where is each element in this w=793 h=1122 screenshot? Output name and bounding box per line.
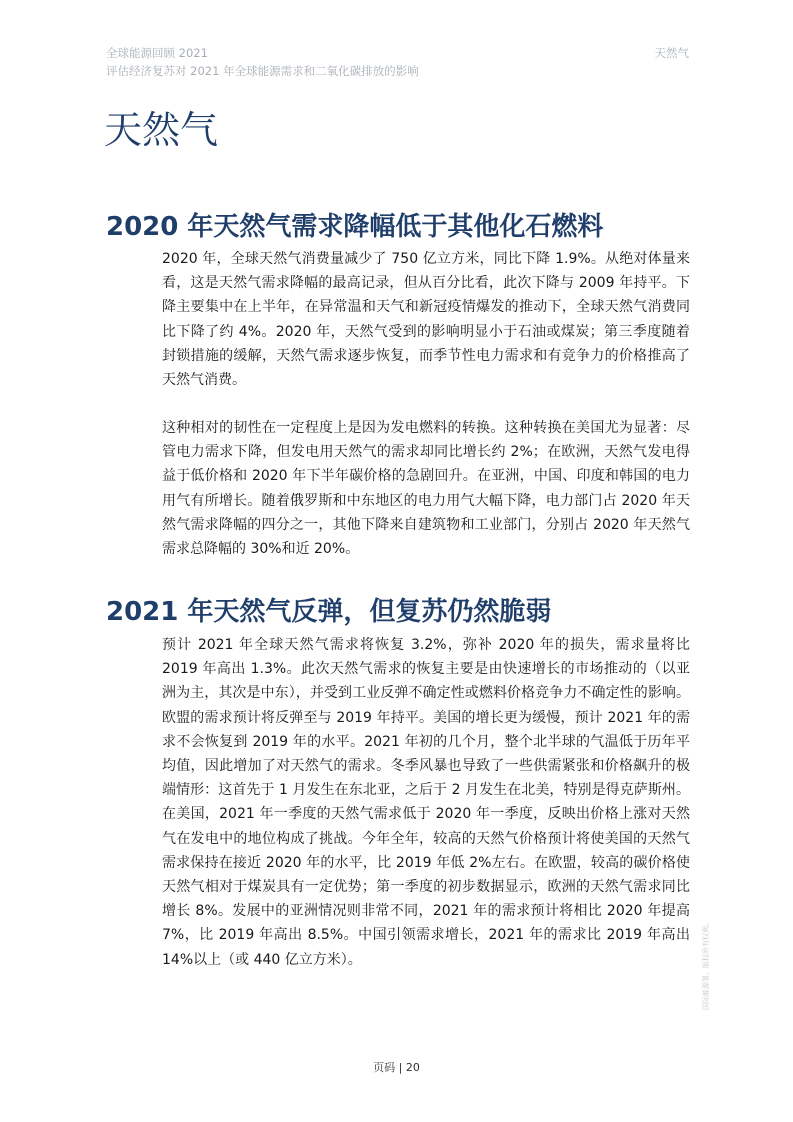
body-paragraph: 2020 年，全球天然气消费量减少了 750 亿立方米，同比下降 1.9%。从绝对体量来看，这是天然气需求降幅的最高记录，但从百分比看，此次下降与 2009 年持平。下降主要集中在上半年，在异常温和天气和新冠疫情爆发的推动下，全球天然气消费同比下降了约 4%。2020 年，天然气受到的影响明显小于石油或煤炭；第三季度随着封锁措施的缓解，天然气需求逐步恢复，而季节性电力需求和有竞争力的价格推高了天然气消费。	[162, 251, 690, 389]
body-paragraph: 预计 2021 年全球天然气需求将恢复 3.2%，弥补 2020 年的损失，需求量将比 2019 年高出 1.3%。此次天然气需求的恢复主要是由快速增长的市场推动的（以亚洲为主，其次是中东），并受到工业反弹不确定性或燃料价格竞争力不确定性的影响。欧盟的需求预计将反弹至与 2019 年持平。美国的增长更为缓慢，预计 2021 年的需求不会恢复到 2019 年的水平。2021 年初的几个月，整个北半球的气温低于历年平均值，因此增加了对天然气的需求。冬季风暴也导致了一些供需紧张和价格飙升的极端情形：这首先于 1 月发生在东北亚，之后于 2 月发生在北美，特别是得克萨斯州。在美国，2021 年一季度的天然气需求低于 2020 年一季度，反映出价格上涨对天然气在发电中的地位构成了挑战。今年全年，较高的天然气价格预计将使美国的天然气需求保持在接近 2020 年的水平，比 2019 年低 2%左右。在欧盟，较高的碳价格使天然气相对于煤炭具有一定优势；第一季度的初步数据显示，欧洲的天然气需求同比增长 8%。发展中的亚洲情况则非常不同，2021 年的需求预计将相比 2020 年提高 7%，比 2019 年高出 8.5%。中国引领需求增长，2021 年的需求比 2019 年高出 14%以上（或 440 亿立方米）。	[162, 637, 690, 968]
page-number: 页码 | 20	[373, 1061, 420, 1074]
section-heading: 2021 年天然气反弹，但复苏仍然脆弱	[106, 597, 552, 627]
running-header	[106, 44, 419, 80]
report-subtitle: 评估经济复苏对 2021 年全球能源需求和二氧化碳排放的影响	[106, 64, 419, 78]
report-title: 全球能源回顾 2021	[106, 46, 208, 60]
copyright-note: 国际能源署。版权所有权利。	[702, 919, 710, 1010]
section-heading: 2020 年天然气需求降幅低于其他化石燃料	[106, 212, 604, 242]
page-title: 天然气	[104, 108, 219, 152]
section-label: 天然气	[654, 46, 689, 60]
body-paragraph: 这种相对的韧性在一定程度上是因为发电燃料的转换。这种转换在美国尤为显著：尽管电力需求下降，但发电用天然气的需求却同比增长约 2%；在欧洲，天然气发电得益于低价格和 2020 年下半年碳价格的急剧回升。在亚洲，中国、印度和韩国的电力用气有所增长。随着俄罗斯和中东地区的电力用气大幅下降，电力部门占 2020 年天然气需求降幅的四分之一，其他下降来自建筑物和工业部门，分别占 2020 年天然气需求总降幅的 30%和近 20%。	[162, 420, 690, 558]
